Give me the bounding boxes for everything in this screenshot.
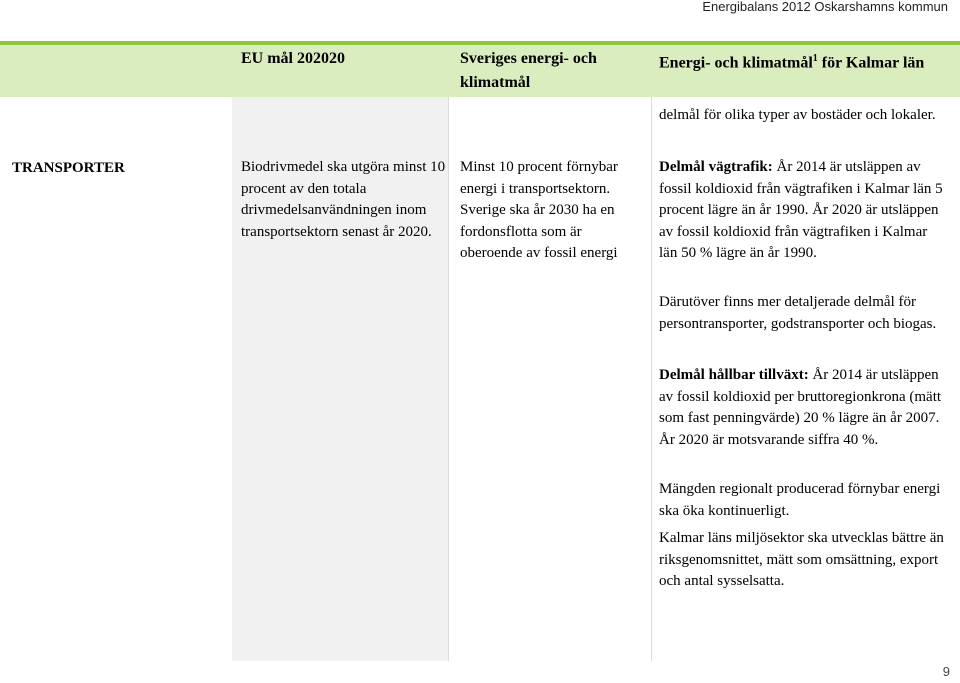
continued-text: delmål för olika typer av bostäder och lokaler. — [659, 107, 936, 123]
tillvaxt-text: År 2014 är utsläppen av fossil koldioxid per bruttoregionkrona (mätt som fast penningvärde) 20 % lägre än år 2007. År 2020 är motsvarande siffra 40 %. — [659, 367, 942, 448]
tillvaxt-label: Delmål hållbar tillväxt: — [659, 367, 809, 383]
column-header-kalmar-part1: Energi- och klimatmål — [659, 54, 813, 72]
row-label-transporter: TRANSPORTER — [12, 160, 125, 176]
column-header-sweden: Sveriges energi- och klimatmål — [460, 50, 597, 91]
kalmar-vagtrafik — [659, 157, 947, 265]
kalmar-regional: Mängden regionalt producerad förnybar energi ska öka kontinuerligt. — [659, 481, 941, 519]
column-header-eu: EU mål 202020 — [241, 50, 345, 67]
column-separator — [651, 97, 652, 661]
vagtrafik-text: År 2014 är utsläppen av fossil koldioxid från vägtrafiken i Kalmar län 5 procent lägre än år 1990. År 2020 är utsläppen av fossil koldioxid från vägtrafiken i Kalmar län 50 % lägre än år 1990. — [659, 159, 943, 261]
page-number: 9 — [942, 664, 950, 679]
column-header-kalmar-part2: för Kalmar län — [821, 54, 925, 72]
sweden-goal-text: Minst 10 procent förnybar energi i transportsektorn. Sverige ska år 2030 ha en fordonsflotta som är oberoende av fossil energi — [460, 159, 618, 261]
running-header: Energibalans 2012 Oskarshamns kommun — [702, 0, 948, 14]
vagtrafik-label: Delmål vägtrafik: — [659, 159, 773, 175]
column-header-kalmar — [659, 47, 954, 75]
kalmar-miljo: Kalmar läns miljösektor ska utvecklas bättre än riksgenomsnittet, mätt som omsättning, export och antal sysselsatta. — [659, 530, 944, 589]
eu-goal-text: Biodrivmedel ska utgöra minst 10 procent av den totala drivmedelsanvändningen inom transportsektorn senast år 2020. — [241, 159, 446, 240]
kalmar-tillvaxt — [659, 365, 947, 451]
kalmar-detail: Därutöver finns mer detaljerade delmål för persontransporter, godstransporter och biogas. — [659, 294, 937, 332]
footnote-marker: 1 — [812, 53, 818, 64]
